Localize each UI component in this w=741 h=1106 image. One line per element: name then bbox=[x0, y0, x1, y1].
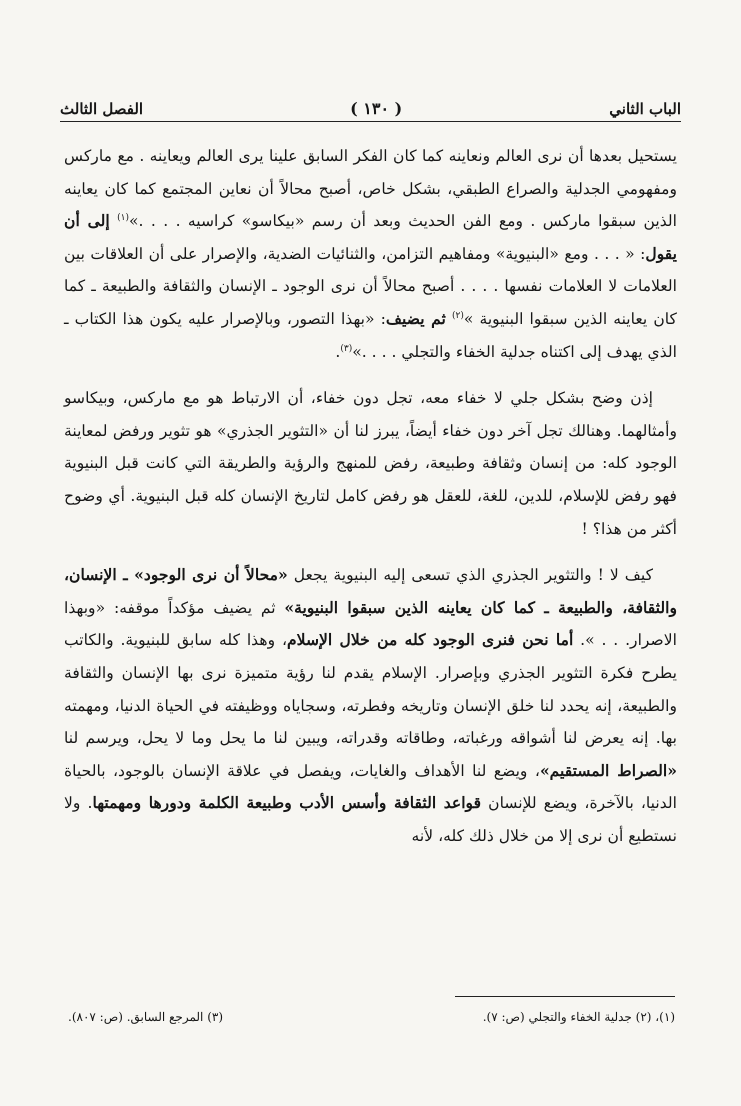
section-title: الفصل الثالث bbox=[60, 100, 144, 118]
footnote-1-2: (١)، (٢) جدلية الخفاء والتجلي (ص: ٧). bbox=[482, 1010, 675, 1024]
bold-text: ثم يضيف bbox=[385, 308, 446, 328]
bold-text: إلى أن يقول bbox=[64, 211, 677, 263]
footnotes bbox=[68, 1010, 675, 1024]
text-run: يستحيل بعدها أن نرى العالم ونعاينه كما كان الفكر السابق علينا يرى العالم ويعاينه . مع ماركس ومفهومي الجدلية والصراع الطبقي، بشكل خاص، أصبح محالاً أن نعاين المجتمع كما كان يعاينه الذين سبقوا ماركس . ومع الفن الحديث وبعد أن رسم «بيكاسو» كراسيه . . . .» bbox=[64, 147, 678, 231]
bold-text: «محالاً أن نرى الوجود» ـ الإنسان، والثقافة، والطبيعة ـ كما كان يعاينه الذين سبقوا البنيوية» bbox=[64, 565, 677, 617]
chapter-title: الباب الثاني bbox=[609, 100, 681, 118]
footnote-3: (٣) المرجع السابق. (ص: ٨٠٧). bbox=[68, 1010, 224, 1024]
text-run: ، ويضع لنا الأهداف والغايات، ويفصل في علاقة الإنسان بالوجود، بالحياة الدنيا، بالآخرة، ويضع للإنسان bbox=[64, 761, 678, 813]
paragraph bbox=[64, 140, 677, 368]
footnote-ref: (٢) bbox=[451, 310, 464, 321]
text-run: : «بهذا التصور، وبالإصرار عليه يكون هذا الكتاب ـ الذي يهدف إلى اكتناه جدلية الخفاء والتجلي . . . .» bbox=[64, 309, 677, 361]
body-text bbox=[64, 140, 677, 852]
text-run: ثم يضيف مؤكداً موقفه: «وبهذا الاصرار. . . ». bbox=[64, 598, 677, 650]
text-run: . bbox=[335, 342, 341, 361]
header-rule bbox=[60, 121, 681, 122]
page-number: ( ١٣٠ ) bbox=[350, 99, 403, 118]
text-run: كيف لا ! والتثوير الجذري الذي تسعى إليه البنيوية يجعل bbox=[287, 566, 653, 585]
bold-text: أما نحن فنرى الوجود كله من خلال الإسلام bbox=[286, 630, 574, 650]
text-run: ، وهذا كله سابق للبنيوية. والكاتب يطرح فكرة التثوير الجذري وبإصرار. الإسلام يقدم لنا رؤية متميزة نرى بها الإنسان والثقافة والطبيعة، إنه يحدد لنا خلق الإنسان وتاريخه وفطرته، وسجاياه ووظيفته في الحياة الدنيا، ومهمته بها. إنه يعرض لنا أشواقه ورغباته، وطاقاته وقدراته، ويبين لنا ما يحل وما لا يحل، ويرسم لنا bbox=[64, 631, 677, 748]
paragraph bbox=[64, 559, 677, 852]
footnote-ref: (١) bbox=[117, 213, 129, 223]
bold-text: قواعد الثقافة وأسس الأدب وطبيعة الكلمة ودورها ومهمتها bbox=[92, 793, 482, 813]
running-header bbox=[60, 88, 681, 118]
text-run: إذن وضح بشكل جلي لا خفاء معه، تجل دون خفاء، أن الارتباط هو مع ماركس، وبيكاسو وأمثالهما. وهنالك تجل آخر دون خفاء أيضاً، يبرز لنا أن «التثوير الجذري» هو تثوير ورفض لمعاينة الوجود كله: من إنسان وثقافة وطبيعة، رفض للمنهج والرؤية والطريقة التي كانت قبل البنيوية فهو رفض للإسلام، للدين، للغة، للعقل هو رفض كامل لتاريخ الإنسان كله قبل البنيوية. أي وضوح أكثر من هذا؟ ! bbox=[64, 389, 677, 538]
footnote-rule bbox=[455, 996, 675, 997]
bold-text: «الصراط المستقيم» bbox=[539, 760, 677, 780]
text-run: . ولا نستطيع أن نرى إلا من خلال ذلك كله، لأنه bbox=[64, 794, 677, 845]
footnote-ref: (٣) bbox=[340, 343, 353, 354]
text-run: : « . . . ومع «البنيوية» ومفاهيم التزامن، والثنائيات الضدية، والإصرار على أن العلاقات بين العلامات لا العلامات نفسها . . . . أصبح محالاً أن نرى الوجود ـ الإنسان والثقافة والطبيعة ـ كما كان يعاينه الذين سبقوا البنيوية » bbox=[64, 244, 677, 328]
paragraph bbox=[64, 382, 677, 545]
